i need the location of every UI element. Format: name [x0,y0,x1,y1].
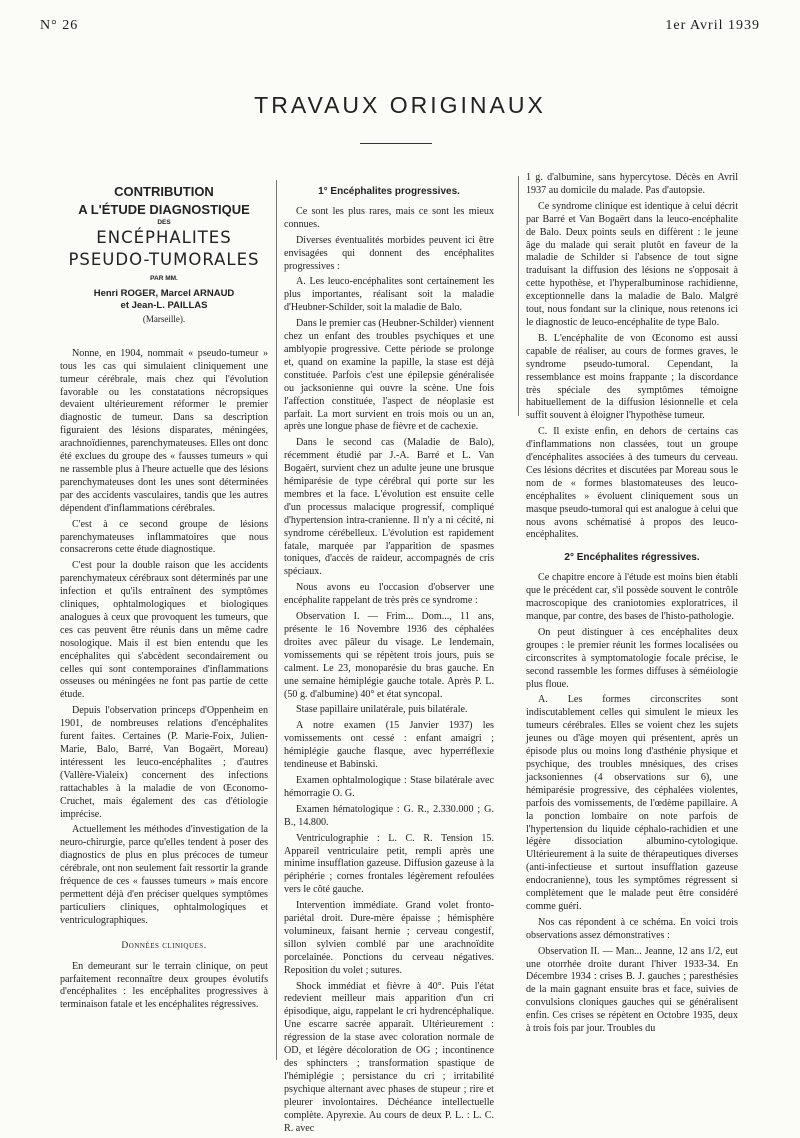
subheading: Données cliniques. [121,940,207,951]
paragraph: On peut distinguer à ces encéphalites deux groupes : le premier réunit les formes localisées ou circonscrites à symptomatologie focale précise, le second rassemble les formes diffuses à séméiologie plus floue. [526,626,738,690]
article-title-line4: ENCÉPHALITES [96,228,232,247]
observation-paragraph: Examen hématologique : G. R., 2.330.000 ; G. B., 14.800. [284,803,494,828]
column-rule-left [276,180,277,1060]
article-title-line3: DES [157,219,171,226]
paragraph: Diverses éventualités morbides peuvent ici être envisagées qui donnent des encéphalites progressives : [284,234,494,272]
paragraph: Ce sont les plus rares, mais ce sont les mieux connues. [284,205,494,230]
paragraph: Ce chapitre encore à l'étude est moins bien établi que le précédent car, s'il possède souvent le contrôle macroscopique des craniotomies exploratrices, il manque, par contre, des bases de l'histo-pathologie. [526,572,738,622]
observation-paragraph: Examen ophtalmologique : Stase bilatérale avec hémorragie O. G. [284,774,494,799]
paragraph: Dans le second cas (Maladie de Balo), récemment étudié par J.-A. Barré et L. Van Bogaërt, survient chez un adulte jeune une brusque hémiparésie de type cérébral qui porte sur les membres et la face. L'évolution est ensuite celle d'un processus malacique progressif, compliqué d'hypertension intra-cranienne. Il n'y a ni cécité, ni syndrome cérébelleux. L'évolution est rapidement fatale, marquée par l'apparition de spasmes toniques, d'accès de raideur, accompagnés de cris spéciaux. [284,437,494,578]
article-par: PAR MM. [150,275,178,282]
paragraph: En demeurant sur le terrain clinique, on peut parfaitement reconnaître deux groupes évolutifs d'encéphalites : les encéphalites progressives à terminaison fatale et les encéphalites régressives. [60,960,268,1011]
section-heading: 2° Encéphalites régressives. [564,552,700,564]
column-rule-right [518,176,519,416]
observation-paragraph: Ventriculographie : L. C. R. Tension 15. Appareil ventriculaire petit, rempli après une minime insufflation gazeuse. Diffusion gazeuse à la périphérie ; cornes frontales légèrement refoulées vers le côté gauche. [284,832,494,896]
authors-line1: Henri ROGER, Marcel ARNAUD [93,287,235,299]
section-title: TRAVAUX ORIGINAUX [254,92,546,118]
article-title-line2: A L'ÉTUDE DIAGNOSTIQUE [78,202,250,217]
observation-paragraph: Observation I. — Frim... Dom..., 11 ans, présente le 16 Novembre 1936 des céphalées droites avec pâleur du visage. Le lendemain, vomissements qui se répètent trois jours, puis se calment. Le 23, monoparésie du bras gauche. En une semaine hémiplégie gauche totale. Après P. L. (50 g. d'albumine) 40° et état syncopal. [284,611,494,700]
paragraph: Ce syndrome clinique est identique à celui décrit par Barré et Van Bogaërt dans la leuco-encéphalite de Balo. Deux points seuls en diffèrent : le jeune âge du malade qui serait plutôt en faveur de la maladie de Schilder si l'absence de tout signe traduisant la diffusion des lésions ne s'opposait à cette hypothèse, et l'hyperalbuminose rachidienne, exceptionnelle dans la maladie de Balo. Malgré tout, nous fondant sur la clinique, nous retenons ici le diagnostic de leuco-encéphalite de type Balo. [526,200,738,328]
observation-paragraph: A notre examen (15 Janvier 1937) les vomissements ont cessé : enfant amaigri ; hémiplégie gauche flasque, avec hyperréflexie tendineuse et Babinski. [284,720,494,771]
observation-paragraph: Stase papillaire unilatérale, puis bilatérale. [296,704,468,716]
column-right [526,172,738,1039]
observation-paragraph: Intervention immédiate. Grand volet fronto-pariétal droit. Dure-mère épaisse ; hémisphère volumineux, faisant hernie ; cerveau congestif, sillon sylvien comblé par une arachnoïdite porcelainée. Ponctions du cerveau négatives. Reposition du volet ; sutures. [284,900,494,976]
paragraph: Nonne, en 1904, nommait « pseudo-tumeur » tous les cas qui simulaient cliniquement une tumeur cérébrale, mais chez qui l'évolution favorable ou les constatations nécropsiques devaient ultérieurement réformer le premier diagnostic de tumeur. Dans sa description figuraient des lésions disparates, méningées, arachnoïdiennes, parenchymateuses. Elles ont donc été exclues du groupe des « fausses tumeurs » qui ne rassemble plus à l'heure actuelle que des lésions parenchymateuses dont les unes sont déterminées par des accidents vasculaires, tandis que les autres dépendent d'inflammations cérébrales. [60,347,268,514]
paragraph: Dans le premier cas (Heubner-Schilder) viennent chez un enfant des troubles psychiques et une amblyopie progressive. Cette période se prolonge et, quand on examine la papille, la stase est déjà constituée. Parfois c'est une épilepsie généralisée ou jacksonienne qui ouvre la scène. Une fois l'affection constituée, l'aspect de néoplasie est parfait. La mort survient en trois mois ou un an, après une longue phase de fièvre et de cachexie. [284,318,494,433]
title-rule [360,143,432,144]
paragraph: A. Les leuco-encéphalites sont certainement les plus importantes, réalisant soit la maladie d'Heubner-Schilder, soit la maladie de Balo. [284,276,494,314]
affiliation: (Marseille). [142,313,186,324]
paragraph: C. Il existe enfin, en dehors de certains cas d'inflammations non classées, tout un groupe d'encéphalites associées à des tumeurs du cerveau. Ces lésions décrites et discutées par Moreau sous le nom de « formes blastomateuses des leuco-encéphalites » évoluent cliniquement sous un masque pseudo-tumoral qui est analogue à celui que nous avons schématisé à propos des leuco-encéphalites. [526,426,738,541]
issue-date: 1er Avril 1939 [665,18,760,33]
paragraph: A. Les formes circonscrites sont indiscutablement celles qui simulent le mieux les tumeurs cérébrales. Elles se voient chez les sujets jeunes ou d'âge moyen qui présentent, après un épisode plus ou moins long d'asthénie physique et psychique, des troubles mnésiques, des crises jacksoniennes (4 observations sur 6), une hémiparésie progressive, des céphalées violentes, parfois des vomissements, de l'œdème papillaire. A la ponction lombaire on note parfois de l'hypertension du liquide céphalo-rachidien et une légère dissociation albumino-cytologique. Ultérieurement à la suite de thérapeutiques diverses (anti-infectieuse et surtout insufflation gazeuse endocranienne), tous les symptômes régressent si complètement que le malade peut être considéré comme guéri. [526,694,738,912]
observation-paragraph: Observation II. — Man... Jeanne, 12 ans 1/2, eut une otorrhée droite durant l'hiver 1933-34. En Décembre 1934 : crises B. J. gauches ; paresthésies de la main gagnant ensuite bras et face, suivies de convulsions cloniques gauches qui se généralisent enfin. Ces crises se répètent en Octobre 1935, deux à trois fois par jour. Troubles du [526,945,738,1035]
article-title-line1: CONTRIBUTION [114,184,214,199]
paragraph: 1 g. d'albumine, sans hypercytose. Décès en Avril 1937 au domicile du malade. Pas d'autopsie. [526,172,738,196]
paragraph: C'est à ce second groupe de lésions parenchymateuses inflammatoires que nous consacrerons cette étude diagnostique. [60,518,268,556]
observation-paragraph: Shock immédiat et fièvre à 40°. Puis l'état redevient meilleur mais apparition d'un cri épisodique, aigu, rappelant le cri hydrencéphalique. Une escarre sacrée apparaît. Ultérieurement : régression de la stase avec coloration normale de OD, et légère décoloration de OG ; incontinence des sphincters ; transformation spastique de l'hémiplégie ; persistance du cri ; irritabilité psychique alternant avec phases de stupeur ; rire et pleurer involontaires. Déchéance intellectuelle complète. Apyrexie. Au cours de deux P. L. : L. C. R. avec [284,980,494,1134]
section-heading: 1° Encéphalites progressives. [318,186,460,197]
paragraph: Depuis l'observation princeps d'Oppenheim en 1901, de nombreuses relations d'encéphalites furent faites. Certaines (P. Marie-Foix, Julien-Marie, Balo, Barré, Van Bogaërt, Moreau) intéressent les leuco-encéphalites ; d'autres (Vallère-Vialeix) concernent des infections rattachables à la maladie de von Œconomo-Cruchet, mais également des cas d'étiologie imprécise. [60,705,268,820]
paragraph: Actuellement les méthodes d'investigation de la neuro-chirurgie, parce qu'elles tendent à poser des diagnostics de plus en plus précoces de tumeur cérébrale, ont non seulement fait ressortir la grande fréquence de ces « fausses tumeurs » mais encore permettent déjà d'en préciser quelques symptômes particuliers cliniques, ophtalmologiques et ventriculographiques. [60,824,268,926]
column-middle [284,182,494,1138]
issue-number: N° 26 [40,18,79,33]
column-left [60,182,268,1015]
paragraph: C'est pour la double raison que les accidents parenchymateux cérébraux sont déterminés par une infection et qu'ils entraînent des symptômes cliniques, ophtalmologiques et biologiques analogues à ceux que provoquent les tumeurs, que ces cas peuvent être réunis dans un même cadre nosologique. Mais il est bien entendu que les encéphalites qui s'abcèdent secondairement ou celles qui sont contemporaines d'inflammations osseuses ou méningées ne font pas partie de cette étude. [60,560,268,701]
article-title-line5: PSEUDO-TUMORALES [68,250,260,269]
paragraph: Nos cas répondent à ce schéma. En voici trois observations assez démonstratives : [526,916,738,941]
paragraph: B. L'encéphalite de von Œconomo est aussi capable de réaliser, au cours de formes graves, le syndrome pseudo-tumoral. Cependant, la ressemblance est moins frappante ; la discordance très spéciale des symptômes témoigne habituellement de la diffusion lésionnelle et cela suffit souvent à éloigner l'hypothèse tumeur. [526,332,738,422]
authors-line2: et Jean-L. PAILLAS [120,300,208,312]
paragraph: Nous avons eu l'occasion d'observer une encéphalite rappelant de très près ce syndrome : [284,582,494,607]
